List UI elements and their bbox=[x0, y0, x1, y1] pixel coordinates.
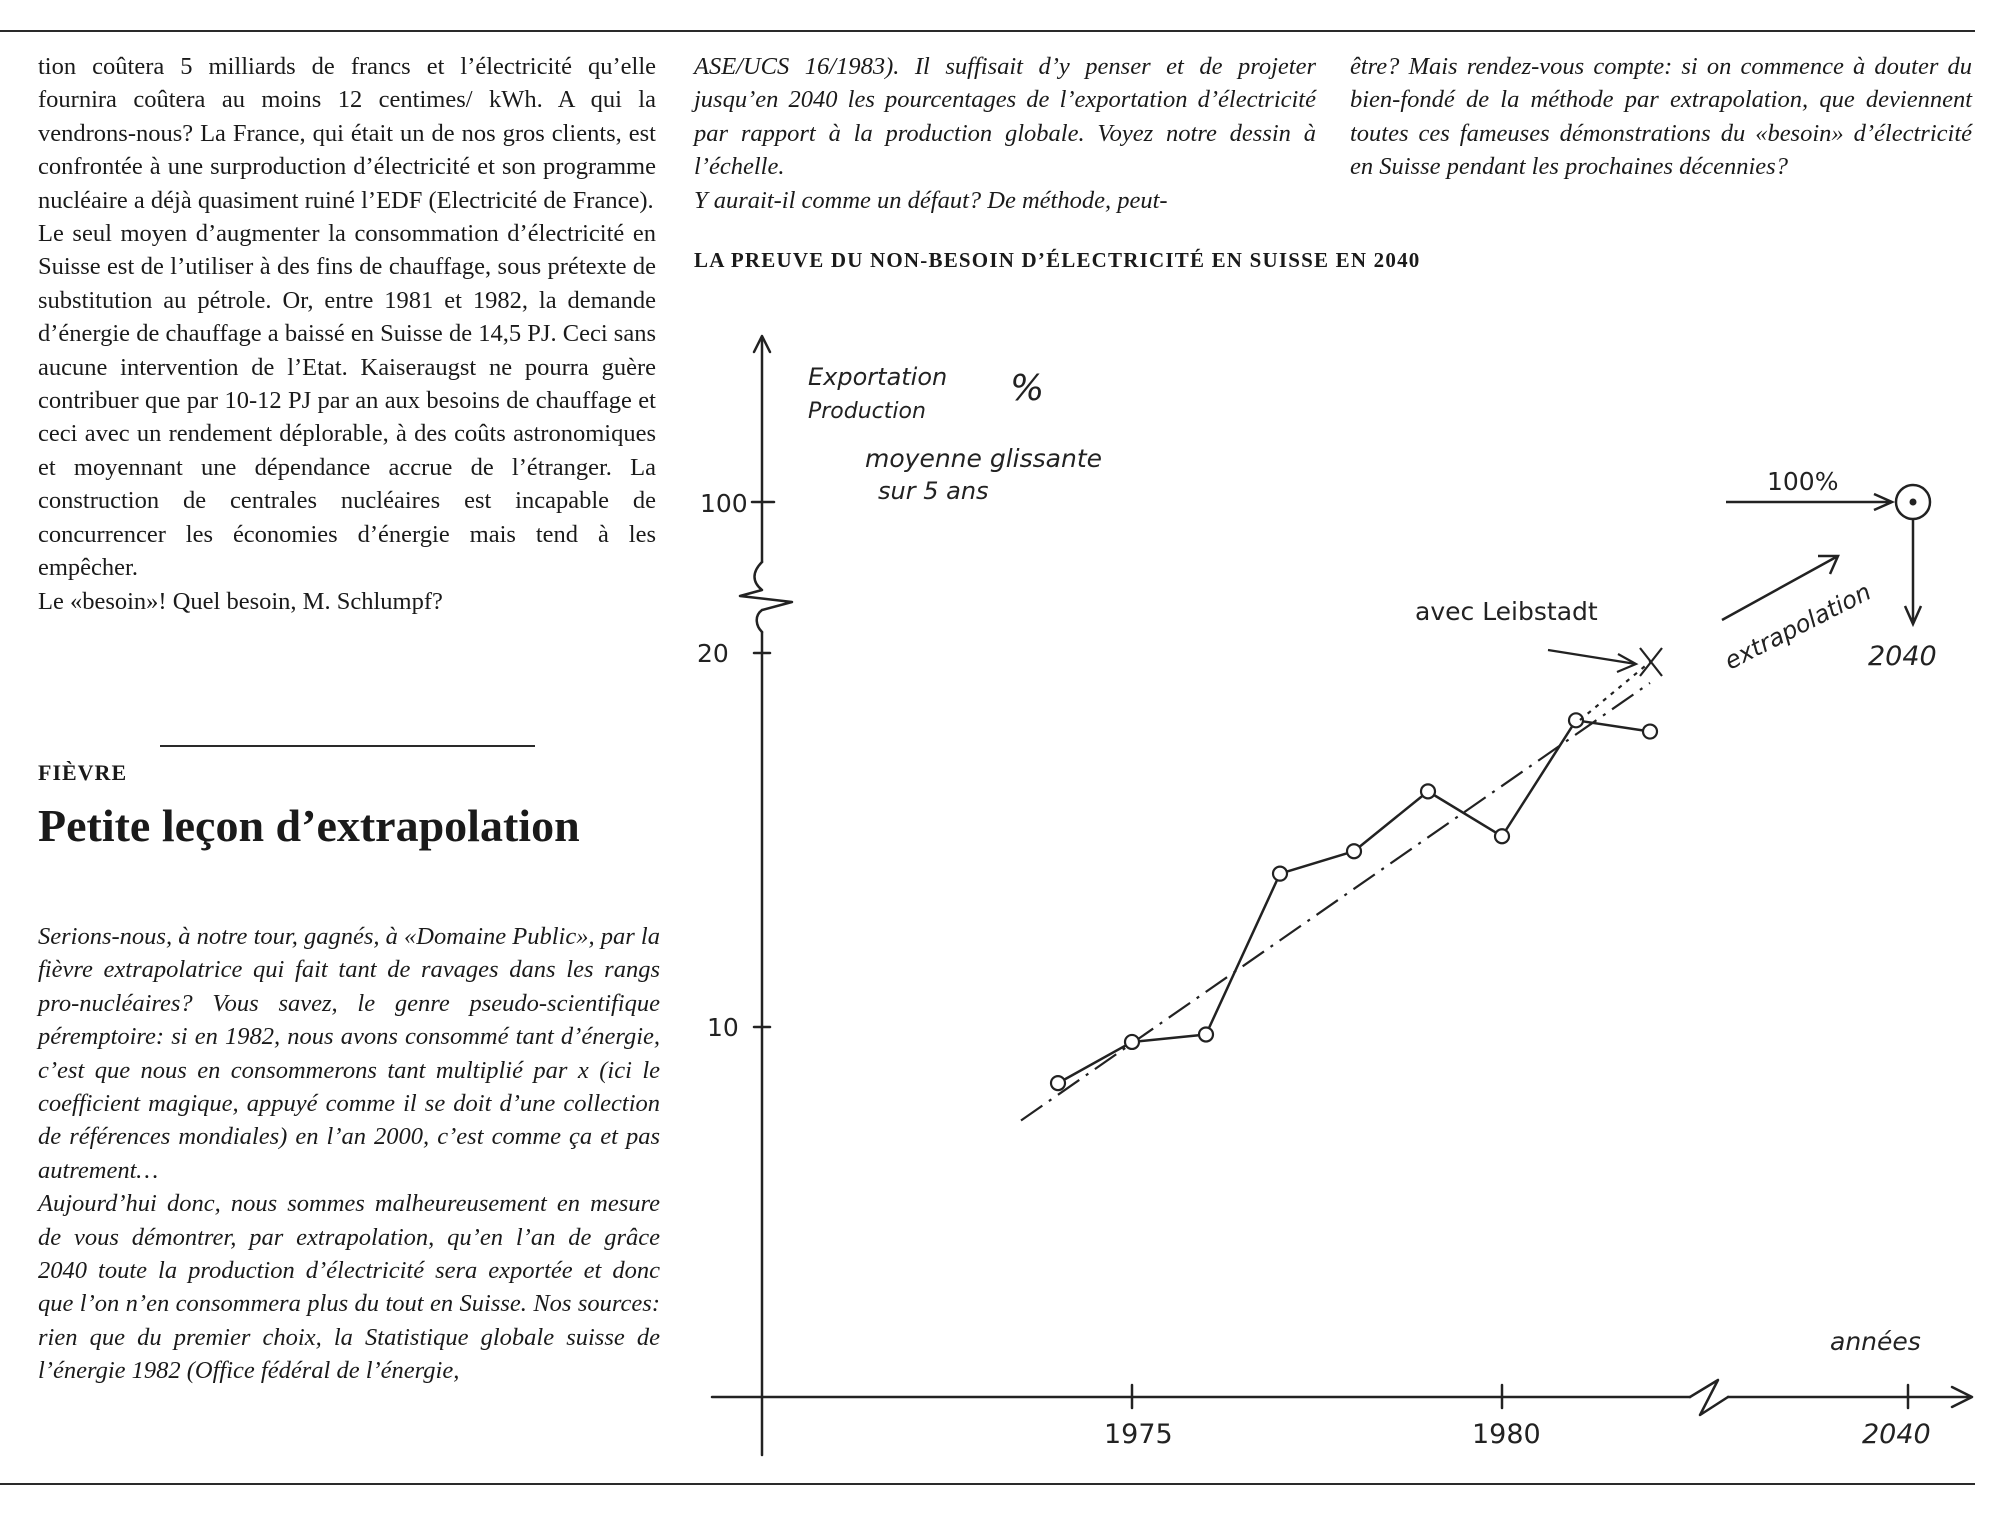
y-tick-label-10: 10 bbox=[707, 1013, 739, 1042]
data-point-1975 bbox=[1125, 1035, 1139, 1049]
series-line bbox=[1058, 720, 1650, 1083]
x-tick-label-2040: 2040 bbox=[1862, 1419, 1931, 1450]
ylabel-denominator: Production bbox=[808, 399, 926, 424]
paragraph: tion coûtera 5 milliards de francs et l’électricité qu’elle fournira coûtera au moins 12 centimes/ kWh. A qui la vendrons-nous? La France, qui était un de nos gros clients, est confrontée à une surproduction d’électricité et son programme nucléaire a déjà quasiment ruiné l’EDF (Electricité de France). bbox=[38, 53, 656, 214]
paragraph: Serions-nous, à notre tour, gagnés, à «Domaine Public», par la fièvre extrapolatrice qui fait tant de ravages dans les rangs pro-nucléaires? Vous savez, le genre pseudo-scientifique péremptoire: si en 1982, nous avons consommé tant d’énergie, c’est que nous en consommerons tant multiplié par x (ici le coefficient magique, appuyé comme il se doit d’une collection de références mondiales) en l’an 2000, c’est comme ça et pas autrement… bbox=[38, 923, 660, 1184]
ylabel-unit: % bbox=[1010, 368, 1045, 409]
ylabel-note-line2: sur 5 ans bbox=[878, 477, 989, 505]
leibstadt-arrow bbox=[1548, 650, 1636, 672]
ylabel-numerator: Exportation bbox=[808, 363, 948, 391]
x-axis-break bbox=[1690, 1380, 1728, 1415]
x-tick-label-1980: 1980 bbox=[1472, 1419, 1541, 1450]
y-tick-label-100: 100 bbox=[700, 489, 748, 518]
y-tick-label-20: 20 bbox=[697, 639, 729, 668]
leibstadt-marker bbox=[1640, 648, 1662, 676]
leibstadt-label: avec Leibstadt bbox=[1415, 597, 1598, 626]
target-arrow-down bbox=[1905, 520, 1921, 624]
paragraph: Y aurait-il comme un défaut? De méthode, peut- bbox=[694, 186, 1168, 214]
paragraph: Aujourd’hui donc, nous sommes malheureusement en mesure de vous démontrer, par extrapolation, qu’en l’an de grâce 2040 toute la production d’électricité sera exportée et donc que l’on n’en consommera plus du tout en Suisse. Nos sources: rien que du premier choix, la Statistique globale suisse de l’énergie 1982 (Office fédéral de l’énergie, bbox=[38, 1190, 660, 1385]
x-axis-label: années bbox=[1830, 1327, 1921, 1356]
data-point-1980 bbox=[1495, 829, 1509, 843]
data-point-1978 bbox=[1347, 844, 1361, 858]
trend-line bbox=[1021, 683, 1650, 1121]
extrapolation-label: extrapolation bbox=[1720, 577, 1876, 676]
data-point-1976 bbox=[1199, 1027, 1213, 1041]
data-point-1982 bbox=[1643, 725, 1657, 739]
target-year-label: 2040 bbox=[1868, 641, 1937, 672]
chart-title: LA PREUVE DU NON-BESOIN D’ÉLECTRICITÉ EN SUISSE EN 2040 bbox=[694, 248, 1421, 272]
ylabel-note-line1: moyenne glissante bbox=[865, 444, 1102, 473]
data-point-1979 bbox=[1421, 784, 1435, 798]
paragraph: être? Mais rendez-vous compte: si on commence à douter du bien-fondé de la méthode par extrapolation, que deviennent toutes ces fameuses démonstrations du «besoin» d’électricité en Suisse pendant les prochaines décennies? bbox=[1350, 53, 1972, 181]
target-dot bbox=[1910, 499, 1917, 506]
target-arrow-horizontal bbox=[1726, 494, 1892, 510]
data-point-1974 bbox=[1051, 1076, 1065, 1090]
paragraph: Le seul moyen d’augmenter la consommation d’électricité en Suisse est de l’utiliser à des fins de chauffage, sous prétexte de substitution au pétrole. Or, entre 1981 et 1982, la demande d’énergie de chauffage a baissé en Suisse de 14,5 PJ. Ceci sans aucune intervention de l’Etat. Kaiseraugst ne pourra guère contribuer que par 10-12 PJ par an aux besoins de chauffage et ceci avec un rendement déplorable, à des coûts astronomiques et moyennant une dépendance accrue de l’étranger. La construction de centrales nucléaires est incapable de concurrencer les économies d’énergie mais tend à les empêcher. bbox=[38, 220, 656, 582]
paragraph: ASE/UCS 16/1983). Il suffisait d’y penser et de projeter jusqu’en 2040 les pourcentages de l’exportation d’électricité par rapport à la production globale. Voyez notre dessin à l’échelle. bbox=[694, 53, 1316, 181]
y-axis-break bbox=[740, 562, 792, 632]
headline: Petite leçon d’extrapolation bbox=[38, 800, 580, 851]
leibstadt-dotted-line bbox=[1580, 662, 1650, 720]
x-tick-label-1975: 1975 bbox=[1104, 1419, 1173, 1450]
target-label: 100% bbox=[1767, 467, 1839, 496]
section-kicker: FIÈVRE bbox=[38, 760, 128, 785]
paragraph: Le «besoin»! Quel besoin, M. Schlumpf? bbox=[38, 587, 443, 615]
data-point-1977 bbox=[1273, 867, 1287, 881]
